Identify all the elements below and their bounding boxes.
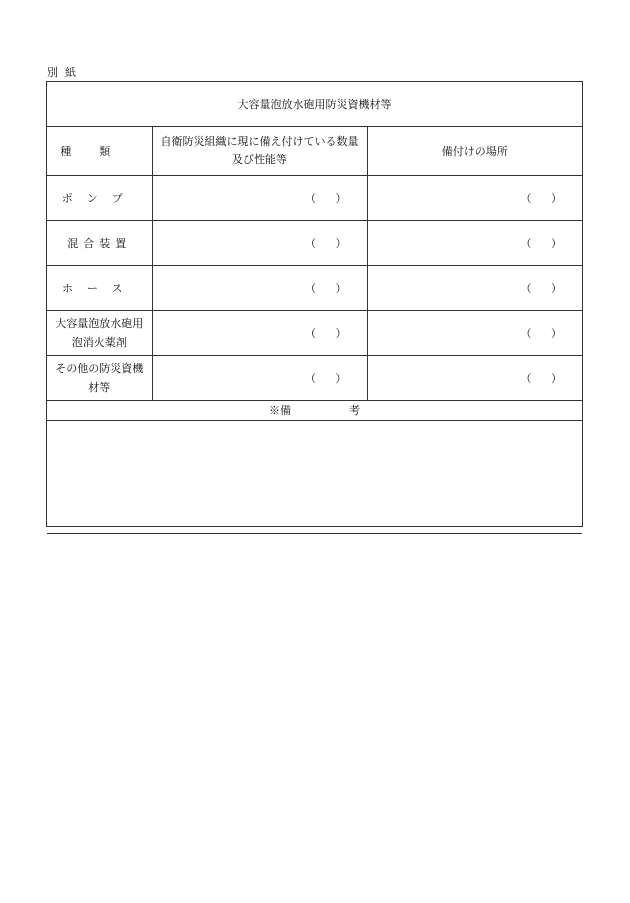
row-kind-hose: ホース — [47, 266, 152, 311]
header-kind: 種類 — [47, 127, 152, 176]
row-place-field[interactable]: （ ） — [367, 221, 582, 266]
row-place-field[interactable]: （ ） — [367, 311, 582, 356]
table-row — [47, 266, 582, 311]
row-quantity-field[interactable]: （ ） — [152, 176, 367, 221]
table-row — [47, 311, 582, 356]
row-kind-mixer: 混合装置 — [47, 221, 152, 266]
header-place: 備付けの場所 — [367, 127, 582, 176]
row-quantity-field[interactable]: （ ） — [152, 311, 367, 356]
row-kind-foam-agent: 大容量泡放水砲用泡消火薬剤 — [47, 311, 152, 356]
table-row — [47, 356, 582, 401]
row-place-field[interactable]: （ ） — [367, 176, 582, 221]
remarks-body-row — [47, 421, 582, 534]
table-title: 大容量泡放水砲用防災資機材等 — [47, 82, 582, 127]
remarks-header-row — [47, 401, 582, 421]
row-quantity-field[interactable]: （ ） — [152, 266, 367, 311]
remarks-label-mark: ※備 — [269, 404, 291, 417]
header-quantity: 自衛防災組織に現に備え付けている数量及び性能等 — [152, 127, 367, 176]
row-quantity-field[interactable]: （ ） — [152, 356, 367, 401]
remarks-label — [47, 401, 582, 421]
remarks-label-tail: 考 — [349, 404, 360, 417]
row-quantity-field[interactable]: （ ） — [152, 221, 367, 266]
table-row — [47, 176, 582, 221]
row-kind-pump: ポンプ — [47, 176, 152, 221]
table-row — [47, 221, 582, 266]
row-place-field[interactable]: （ ） — [367, 266, 582, 311]
row-kind-other: その他の防災資機材等 — [47, 356, 152, 401]
table-header-row — [47, 127, 582, 176]
row-place-field[interactable]: （ ） — [367, 356, 582, 401]
table-title-row — [47, 82, 582, 127]
page-label: 別紙 — [47, 66, 83, 79]
equipment-table — [47, 82, 582, 534]
form-table-container — [46, 81, 583, 527]
remarks-field[interactable] — [47, 421, 582, 534]
